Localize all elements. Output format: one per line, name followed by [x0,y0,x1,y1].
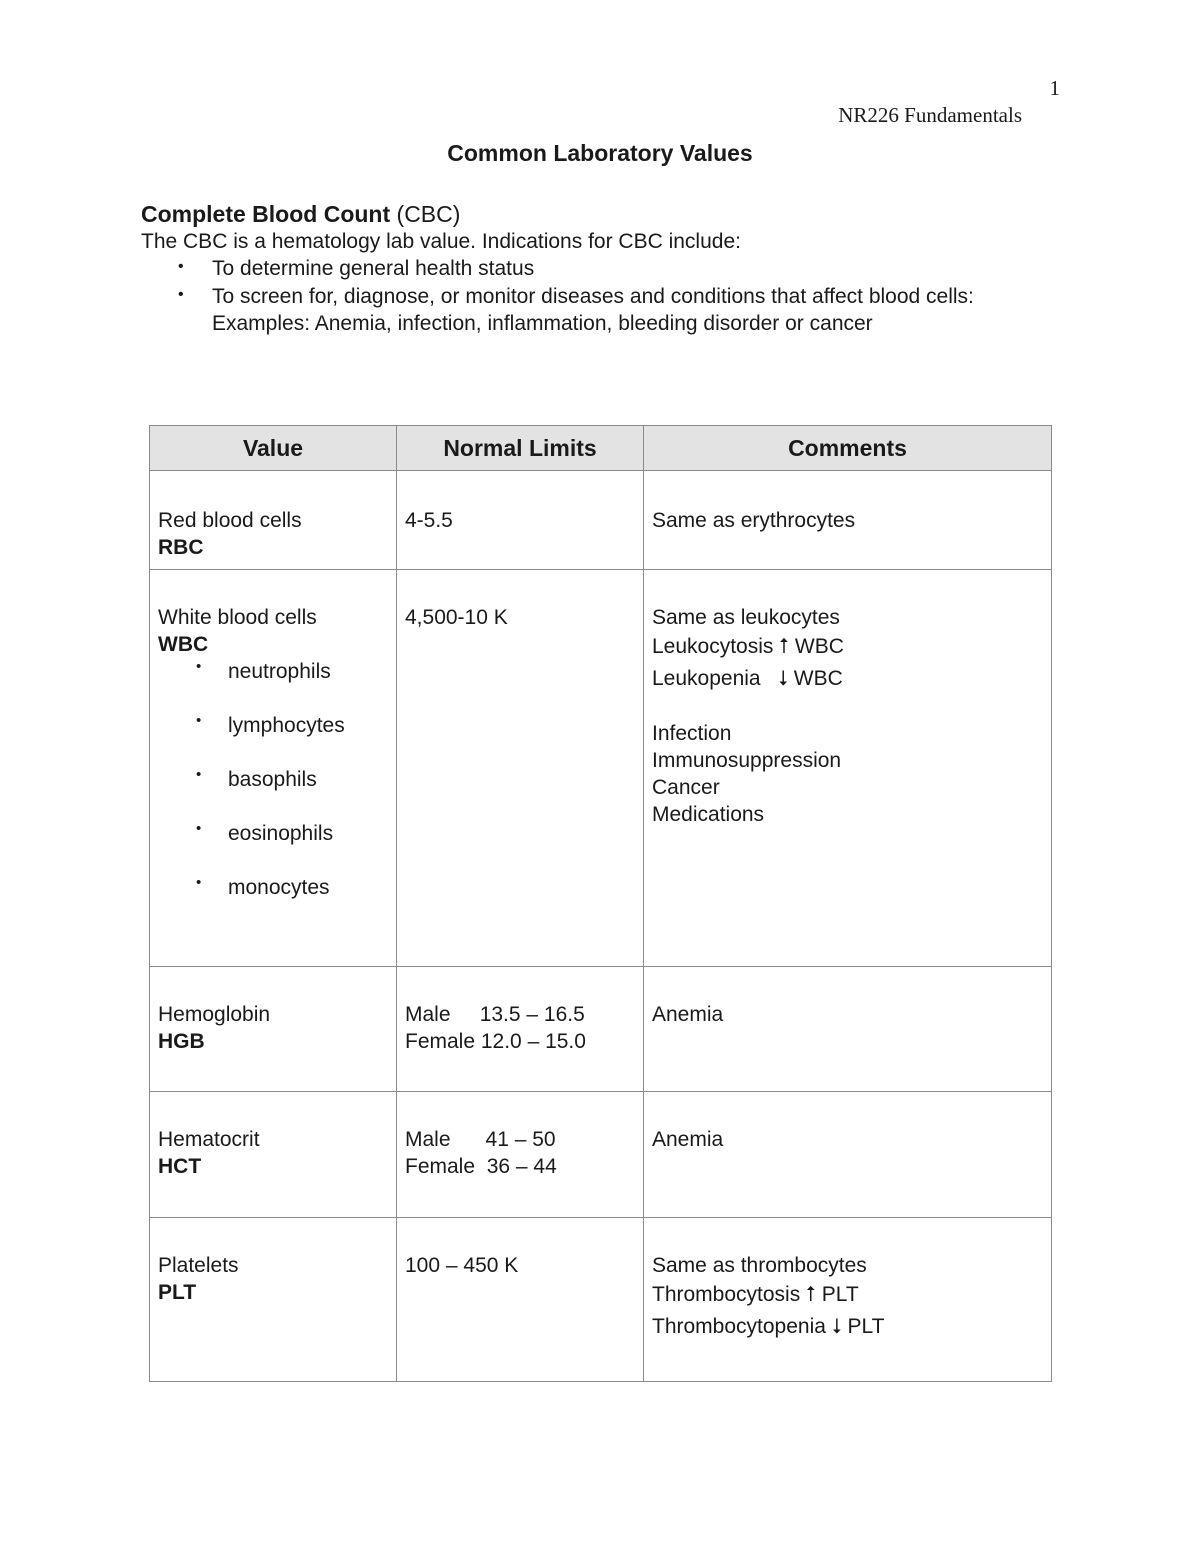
comments-cell [644,967,1052,1092]
examples-text: Examples: Anemia, infection, inflammation, bleeding disorder or cancer [212,312,873,335]
limit-line: 4,500-10 K [405,606,508,629]
comment-line: Cancer [652,776,720,799]
section-heading [141,200,1041,228]
lab-abbreviation: RBC [158,536,204,559]
subtype-label: lymphocytes [228,714,345,737]
comments-cell [644,1218,1052,1382]
comment-line: Medications [652,803,765,826]
lab-values-table [149,425,1052,1382]
comment-line: Leukocytosis ⭡ WBC [652,635,844,658]
comments-cell [644,570,1052,967]
bullet-icon: • [196,658,202,675]
cbc-section [141,200,1041,338]
list-item [158,874,388,928]
subtype-label: eosinophils [228,822,334,845]
list-item [158,766,388,820]
limits-cell [397,471,644,570]
limit-line: Male 13.5 – 16.5 [405,1003,585,1026]
comment-line: Infection [652,722,732,745]
list-item [158,820,388,874]
document-title: Common Laboratory Values [447,140,753,166]
limit-line: Female 12.0 – 15.0 [405,1030,586,1053]
comment-line: Same as erythrocytes [652,509,856,532]
limit-line: 4-5.5 [405,509,453,532]
list-item-text: To determine general health status [212,257,535,280]
limit-line: Female 36 – 44 [405,1155,557,1178]
limits-cell [397,1092,644,1218]
section-intro: The CBC is a hematology lab value. Indications for CBC include: [141,230,741,253]
table-row [150,1218,1052,1382]
value-cell [150,967,397,1092]
comment-line: Thrombocytosis ⭡ PLT [652,1283,859,1306]
value-cell [150,471,397,570]
indications-list [141,255,1041,338]
running-head: NR226 Fundamentals [838,103,1022,127]
value-cell [150,1092,397,1218]
limit-line: 100 – 450 K [405,1254,519,1277]
list-item [141,283,1041,338]
section-heading-rest: (CBC) [390,201,461,227]
lab-name: White blood cells [158,606,317,629]
limits-cell [397,570,644,967]
lab-name: Hemoglobin [158,1003,271,1026]
bullet-icon: • [178,258,184,275]
value-cell [150,570,397,967]
lab-abbreviation: HCT [158,1155,202,1178]
bullet-icon: • [196,712,202,729]
comments-cell [644,471,1052,570]
page-number: 1 [1049,76,1060,100]
table-row [150,967,1052,1092]
lab-name: Hematocrit [158,1128,260,1151]
subtype-label: basophils [228,768,317,791]
comment-line: Immunosuppression [652,749,842,772]
table-row [150,1092,1052,1218]
subtype-label: monocytes [228,876,330,899]
comment-line: Leukopenia ⭣ WBC [652,667,843,690]
table-header-row [150,426,1052,471]
list-item [158,712,388,766]
bullet-icon: • [196,820,202,837]
limit-line: Male 41 – 50 [405,1128,556,1151]
column-header: Normal Limits [397,426,644,471]
lab-name: Platelets [158,1254,239,1277]
comment-line: Anemia [652,1128,724,1151]
column-header: Value [150,426,397,471]
comment-line: Anemia [652,1003,724,1026]
lab-abbreviation: HGB [158,1030,205,1053]
section-heading-bold: Complete Blood Count [141,201,391,227]
list-item [158,658,388,712]
limits-cell [397,967,644,1092]
bullet-icon: • [196,766,202,783]
lab-abbreviation: PLT [158,1281,197,1304]
wbc-subtype-list [158,658,388,928]
bullet-icon: • [196,874,202,891]
comment-line: Same as leukocytes [652,606,840,629]
comments-cell [644,1092,1052,1218]
table-row [150,570,1052,967]
subtype-label: neutrophils [228,660,331,683]
comment-line: Same as thrombocytes [652,1254,867,1277]
lab-name: Red blood cells [158,509,302,532]
column-header: Comments [644,426,1052,471]
bullet-icon: • [178,285,184,303]
list-item-text: To screen for, diagnose, or monitor diseases and conditions that affect blood cells: [212,284,974,308]
lab-abbreviation: WBC [158,633,209,656]
comment-line: Thrombocytopenia ⭣ PLT [652,1315,885,1338]
table-row [150,471,1052,570]
limits-cell [397,1218,644,1382]
list-item [141,255,1041,283]
value-cell [150,1218,397,1382]
